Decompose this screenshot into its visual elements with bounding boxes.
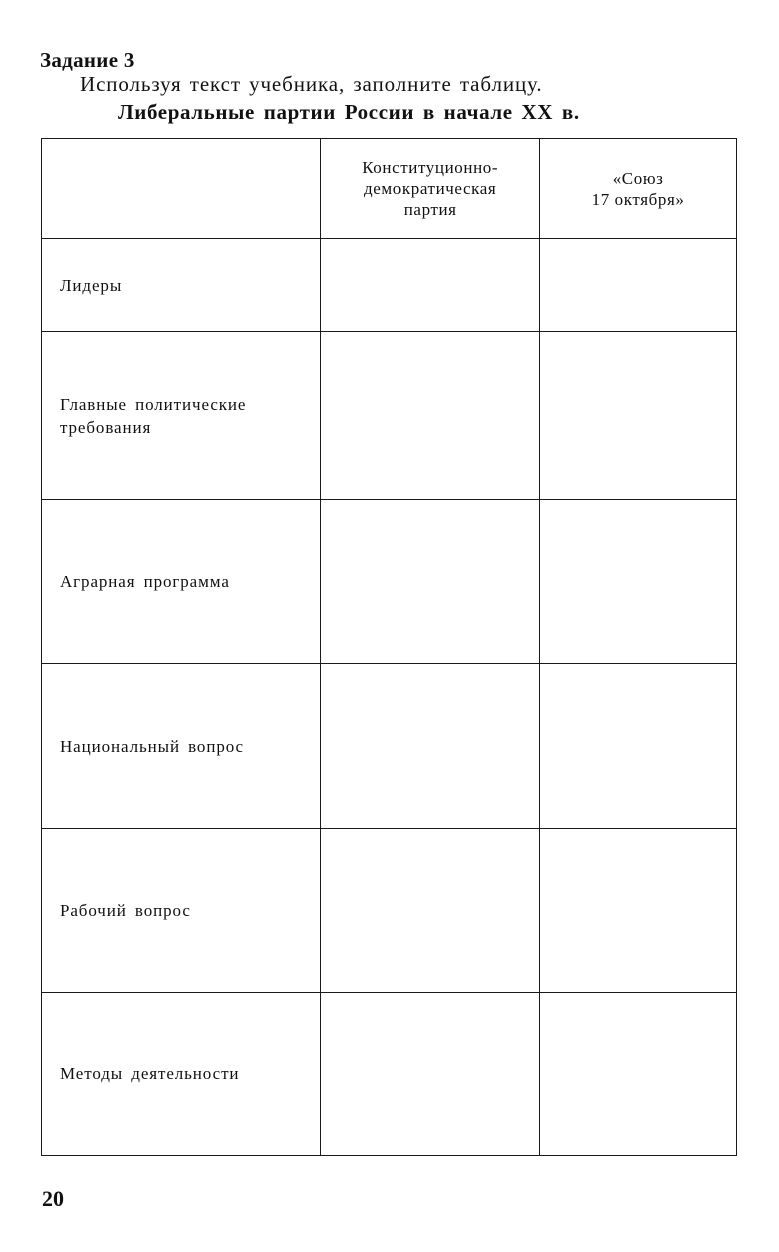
header-empty-cell (42, 139, 321, 239)
header-kadet-line-3: партия (403, 200, 457, 220)
answer-cell-kadet-agrarian-program[interactable] (321, 499, 540, 663)
header-octobrist-party (540, 139, 737, 239)
answer-cell-kadet-methods[interactable] (321, 992, 540, 1155)
row-label-text: Национальный вопрос (60, 736, 244, 756)
table-row-political-demands (42, 332, 737, 499)
answer-cell-kadet-leaders[interactable] (321, 239, 540, 332)
row-label-agrarian-program (42, 499, 321, 663)
answer-cell-kadet-labor-question[interactable] (321, 829, 540, 992)
table-title: Либеральные партии России в начале XX в. (118, 100, 580, 124)
header-kadet-line-1: Конституционно- (362, 158, 499, 178)
header-kadet-line-2: демократическая (364, 179, 497, 199)
answer-cell-octobrist-leaders[interactable] (540, 239, 737, 332)
table-row-methods (42, 992, 737, 1155)
table-row-agrarian-program (42, 499, 737, 663)
header-octobrist-line-1: «Союз (612, 168, 664, 188)
table-row-national-question (42, 664, 737, 829)
task-instruction: Используя текст учебника, заполните таблицу. (80, 72, 543, 96)
row-label-text: требования (60, 417, 152, 437)
row-label-political-demands (42, 332, 321, 499)
answer-cell-octobrist-political-demands[interactable] (540, 332, 737, 499)
task-heading: Задание 3 (40, 48, 135, 72)
answer-cell-octobrist-agrarian-program[interactable] (540, 499, 737, 663)
row-label-text: Методы деятельности (60, 1064, 240, 1084)
row-label-text: Главные политические (60, 394, 247, 414)
worksheet-table (41, 138, 737, 1156)
page-number: 20 (42, 1186, 64, 1211)
answer-cell-kadet-national-question[interactable] (321, 664, 540, 829)
row-label-text: Рабочий вопрос (60, 900, 191, 920)
row-label-leaders (42, 239, 321, 332)
row-label-text: Аграрная программа (60, 571, 230, 591)
table-header-row (42, 139, 737, 239)
table-row-leaders (42, 239, 737, 332)
row-label-methods (42, 992, 321, 1155)
row-label-national-question (42, 664, 321, 829)
header-octobrist-line-2: 17 октября» (591, 189, 685, 209)
table-row-labor-question (42, 829, 737, 992)
answer-cell-kadet-political-demands[interactable] (321, 332, 540, 499)
answer-cell-octobrist-labor-question[interactable] (540, 829, 737, 992)
row-label-text: Лидеры (60, 275, 123, 295)
answer-cell-octobrist-national-question[interactable] (540, 664, 737, 829)
header-kadet-party (321, 139, 540, 239)
answer-cell-octobrist-methods[interactable] (540, 992, 737, 1155)
row-label-labor-question (42, 829, 321, 992)
